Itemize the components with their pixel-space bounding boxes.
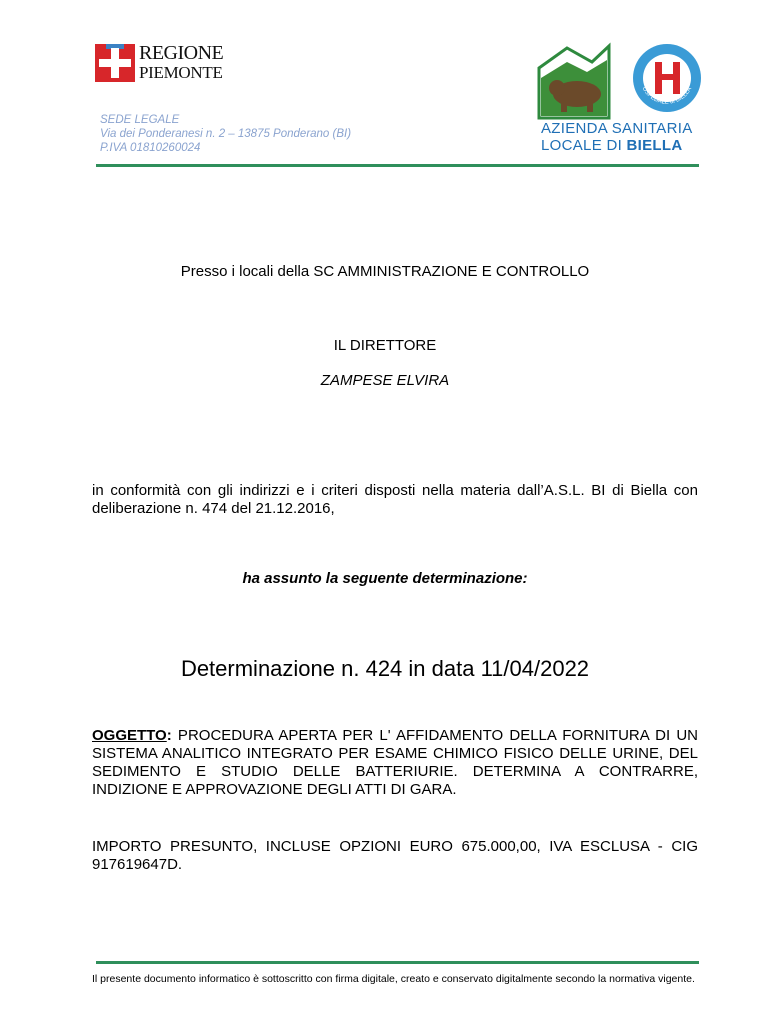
presso-line: Presso i locali della SC AMMINISTRAZIONE E CONTROLLO xyxy=(180,263,590,280)
footer-note: Il presente documento informatico è sottoscritto con firma digitale, creato e conservato digitalmente secondo la normativa vigente. xyxy=(92,973,695,985)
regione-piemonte-logo xyxy=(95,44,235,84)
determinazione-title: Determinazione n. 424 in data 11/04/2022 xyxy=(180,656,590,681)
ospedale-biella-badge-icon xyxy=(633,44,701,112)
asl-name-line2a: LOCALE DI xyxy=(541,137,627,154)
asl-name xyxy=(541,120,693,154)
regione-flag-icon xyxy=(95,44,135,82)
regione-logo-line2: PIEMONTE xyxy=(139,63,223,82)
svg-text:OSPEDALE di BIELLA: OSPEDALE di BIELLA xyxy=(640,85,694,106)
sede-title: SEDE LEGALE xyxy=(100,114,180,126)
asl-name-line2b: BIELLA xyxy=(626,137,683,154)
importo-paragraph: IMPORTO PRESUNTO, INCLUSE OPZIONI EURO 675.000,00, IVA ESCLUSA - CIG 917619647D. xyxy=(92,838,698,873)
sede-piva: P.IVA 01810260024 xyxy=(100,142,201,154)
oggetto-label: OGGETTO xyxy=(92,727,167,744)
oggetto-paragraph xyxy=(92,727,698,799)
regione-logo-line1: REGIONE xyxy=(139,42,224,64)
asl-name-line1: AZIENDA SANITARIA xyxy=(541,120,693,137)
director-name: ZAMPESE ELVIRA xyxy=(320,372,450,389)
header-divider xyxy=(96,164,699,167)
director-role: IL DIRETTORE xyxy=(333,337,437,354)
footer-divider xyxy=(96,961,699,964)
sede-address: Via dei Ponderanesi n. 2 – 13875 Ponderano (BI) xyxy=(100,128,352,140)
conformita-paragraph: in conformità con gli indirizzi e i criteri disposti nella materia dall’A.S.L. BI di Biella con deliberazione n. 474 del 21.12.2016, xyxy=(92,482,698,517)
assunto-line: ha assunto la seguente determinazione: xyxy=(242,570,528,587)
bear-mountain-icon xyxy=(539,46,609,118)
oggetto-colon: : xyxy=(166,727,172,744)
oggetto-text: PROCEDURA APERTA PER L' AFFIDAMENTO DELLA FORNITURA DI UN SISTEMA ANALITICO INTEGRATO PER ESAME CHIMICO FISICO DELLE URINE, DEL SEDIMENTO E STUDIO DELLE BATTERIURIE. DETERMINA A CONTRARRE, INDIZIONE E APPROVAZIONE DEGLI ATTI DI GARA. xyxy=(92,727,698,798)
